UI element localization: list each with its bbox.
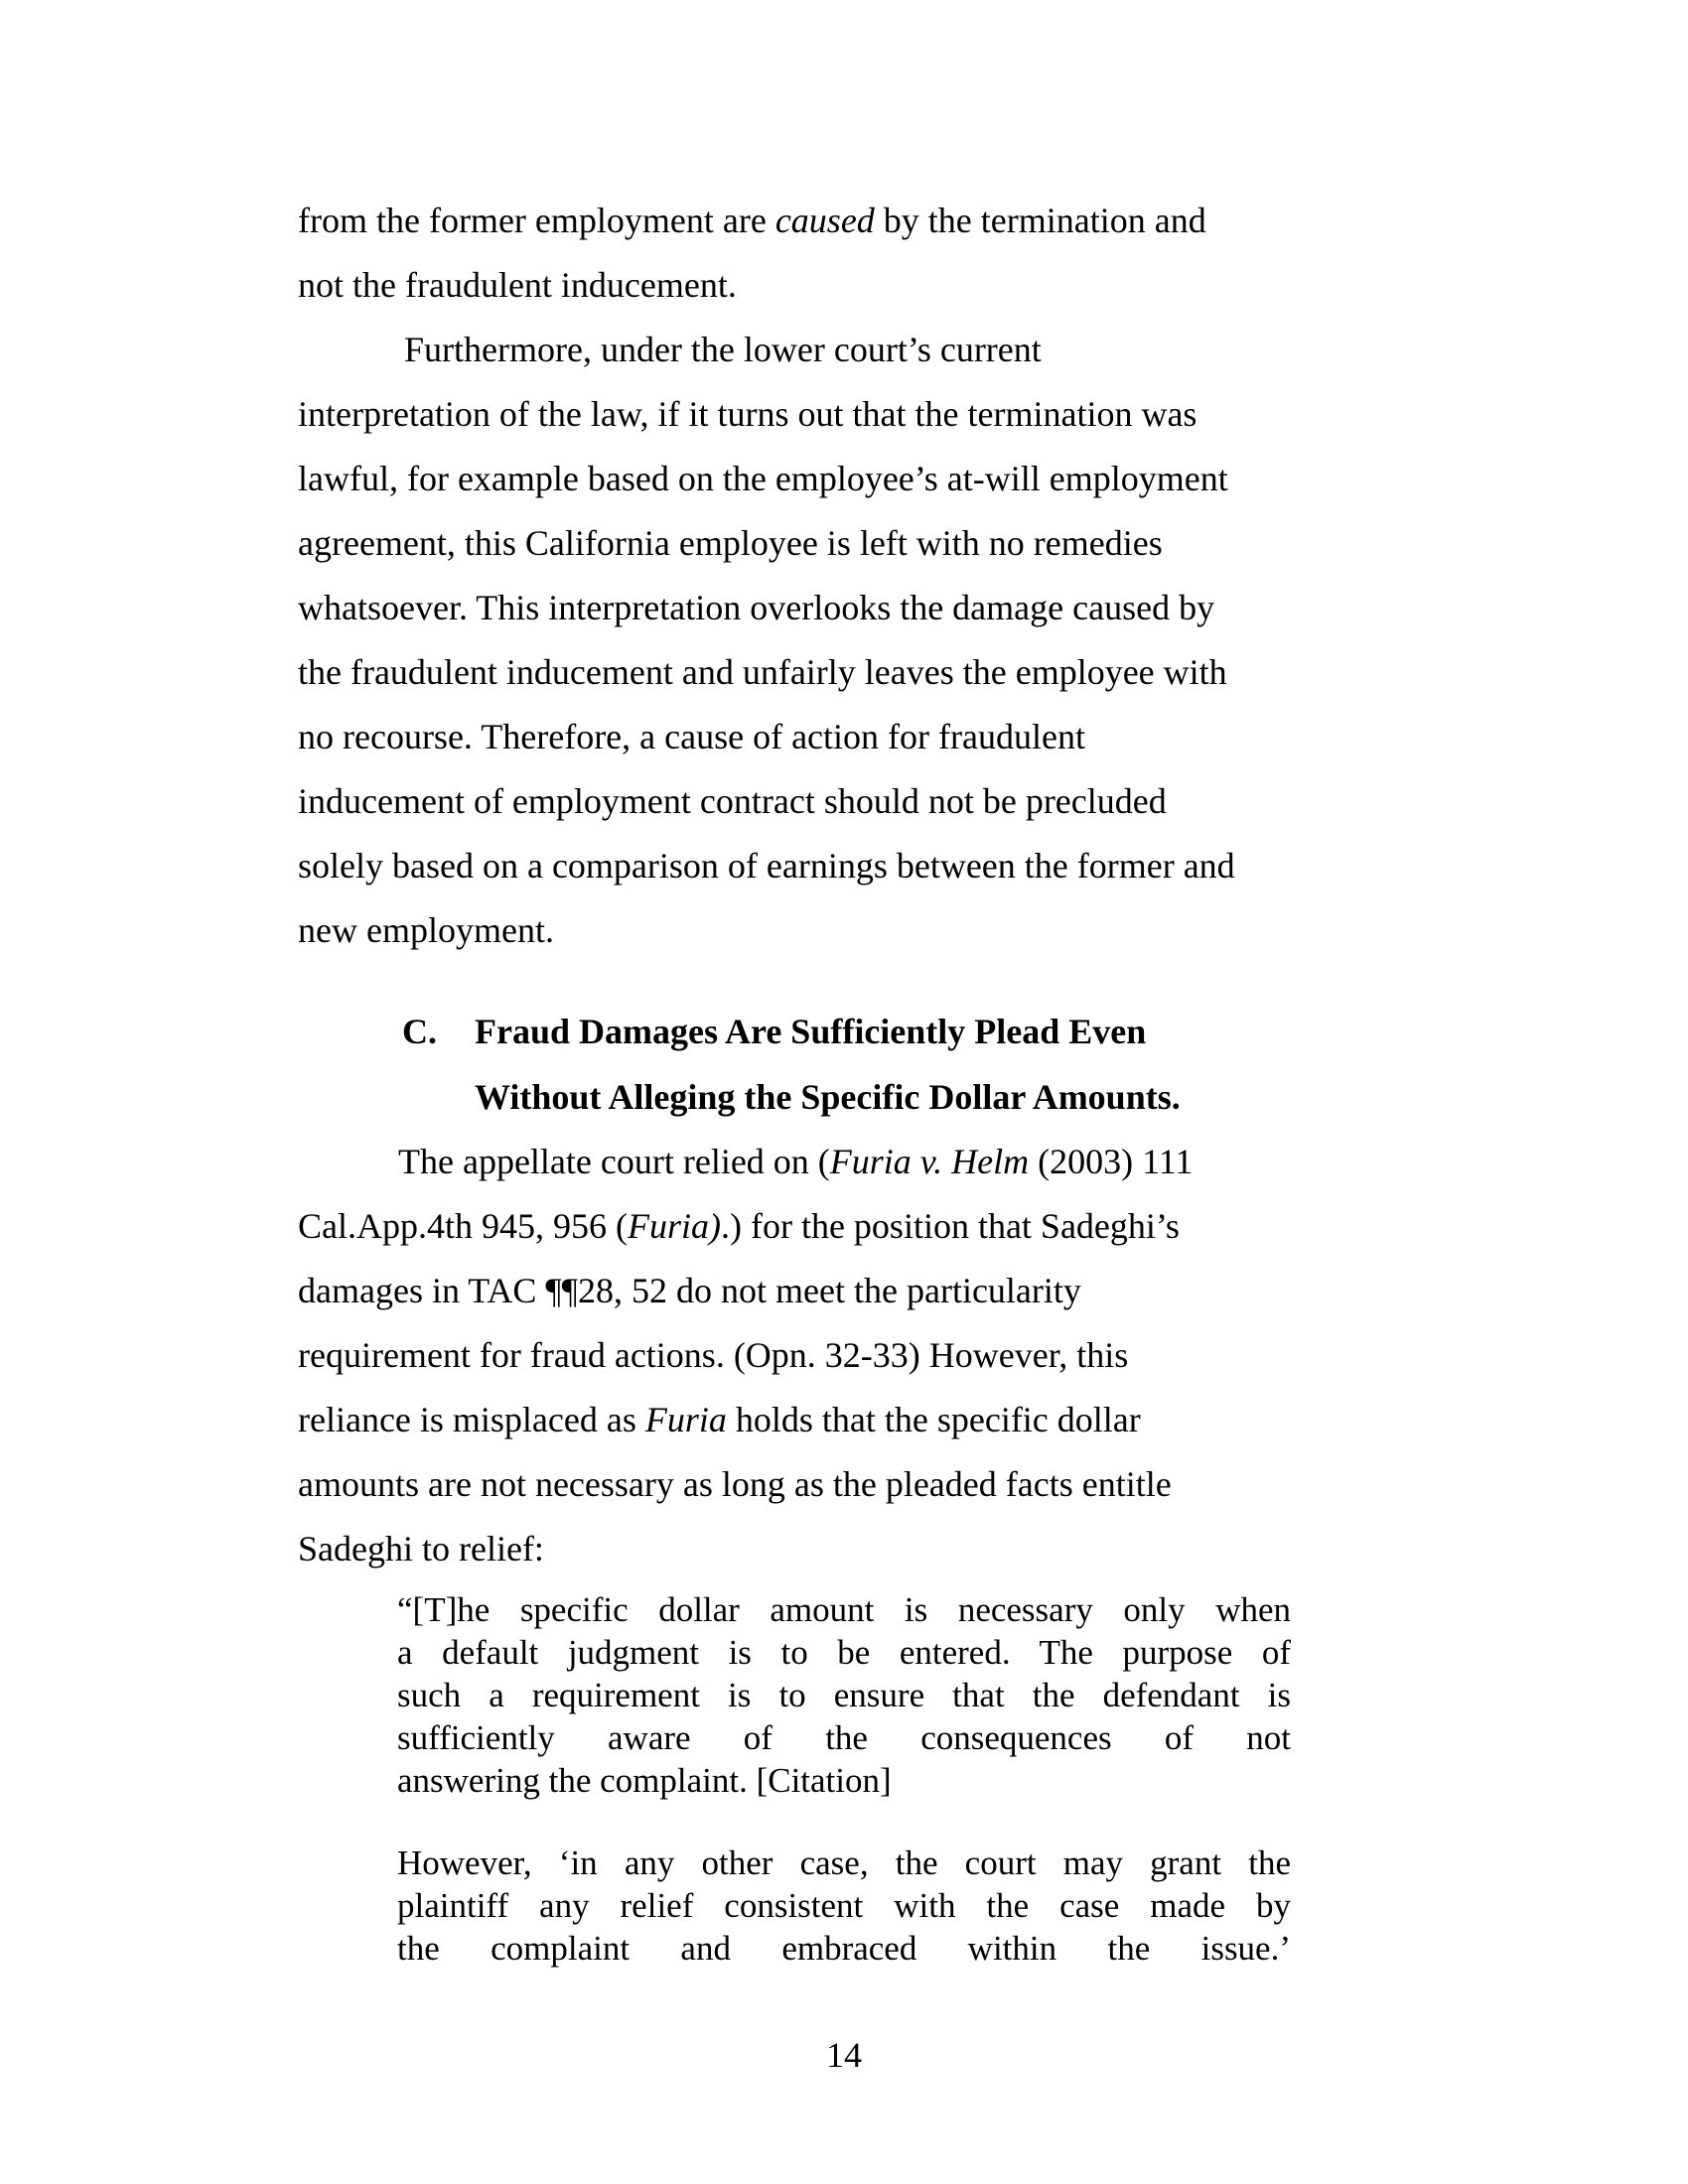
text-column — [298, 0, 1390, 1970]
block-quote-2 — [397, 1842, 1291, 1970]
text-line: the fraudulent inducement and unfairly leaves the employee with — [298, 652, 1227, 692]
text-line: reliance is misplaced as Furia holds that the specific dollar — [298, 1400, 1141, 1439]
text-line: plaintiff any relief consistent with the case made by — [397, 1886, 1291, 1925]
section-heading-c — [298, 999, 1390, 1130]
text-line: Sadeghi to relief: — [298, 1529, 544, 1569]
text-line: Cal.App.4th 945, 956 (Furia).) for the position that Sadeghi’s — [298, 1206, 1180, 1246]
section-heading-label: C. — [402, 1012, 437, 1051]
text-line: not the fraudulent inducement. — [298, 265, 737, 305]
text-line: new employment. — [298, 910, 554, 950]
text-line: a default judgment is to be entered. The purpose of — [397, 1633, 1291, 1672]
text-line: lawful, for example based on the employee’s at-will employment — [298, 459, 1228, 498]
body-paragraph-furia — [298, 1130, 1390, 1581]
text-line: interpretation of the law, if it turns out that the termination was — [298, 394, 1197, 434]
text-line: such a requirement is to ensure that the defendant is — [397, 1676, 1291, 1714]
text-line: the complaint and embraced within the issue.’ — [397, 1929, 1291, 1968]
text-line: solely based on a comparison of earnings between the former and — [298, 846, 1235, 886]
text-line: agreement, this California employee is left with no remedies — [298, 523, 1163, 563]
section-heading-line-1 — [298, 999, 1390, 1064]
body-paragraph-furthermore — [298, 318, 1390, 963]
text-line: Furthermore, under the lower court’s current — [404, 330, 1042, 369]
text-line: amounts are not necessary as long as the pleaded facts entitle — [298, 1464, 1172, 1504]
text-line: whatsoever. This interpretation overlooks the damage caused by — [298, 588, 1215, 627]
text-line: “[T]he specific dollar amount is necessary only when — [397, 1590, 1291, 1629]
text-line: no recourse. Therefore, a cause of action for fraudulent — [298, 717, 1085, 756]
text-line: inducement of employment contract should not be precluded — [298, 781, 1167, 821]
text-line: from the former employment are caused by the termination and — [298, 201, 1206, 240]
section-heading-line-2: Without Alleging the Specific Dollar Amounts. — [475, 1077, 1181, 1117]
text-line: The appellate court relied on (Furia v. Helm (2003) 111 — [398, 1142, 1194, 1181]
text-line: answering the complaint. [Citation] — [397, 1761, 892, 1800]
section-heading-text: Fraud Damages Are Sufficiently Plead Even — [475, 1012, 1147, 1051]
block-quote-1 — [397, 1588, 1291, 1802]
text-line: However, ‘in any other case, the court may grant the — [397, 1843, 1291, 1882]
body-paragraph-continuation — [298, 189, 1390, 318]
text-line: damages in TAC ¶¶28, 52 do not meet the particularity — [298, 1271, 1081, 1310]
text-line: requirement for fraud actions. (Opn. 32-33) However, this — [298, 1335, 1129, 1375]
text-line: sufficiently aware of the consequences of not — [397, 1718, 1291, 1757]
page-number: 14 — [826, 2035, 862, 2075]
